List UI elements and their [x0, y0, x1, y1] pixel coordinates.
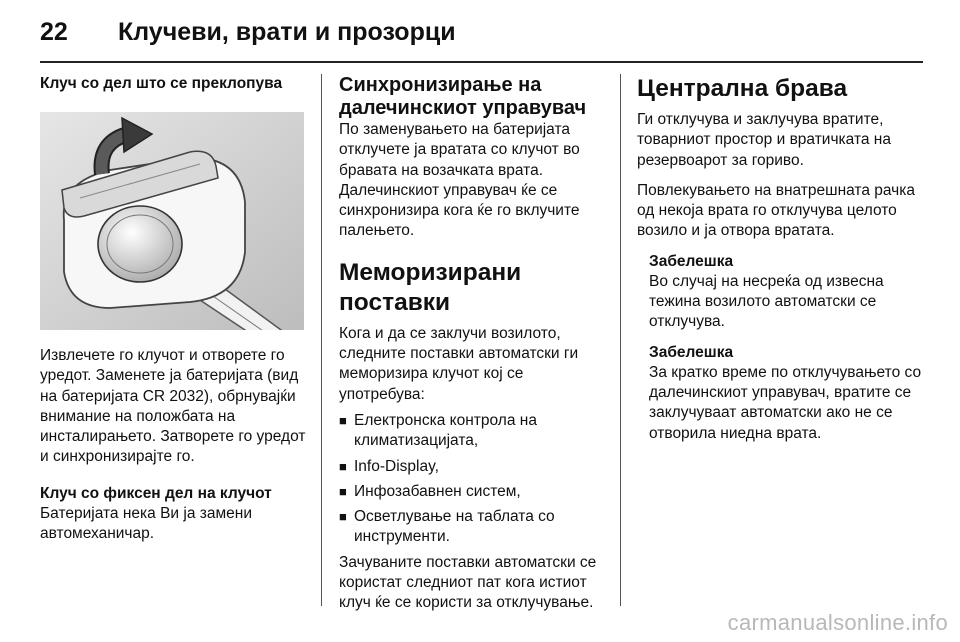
page-header-title: Клучеви, врати и прозорци — [118, 18, 456, 46]
central-lock-text-1: Ги отклучува и заклучува вратите, товарниот простор и вратичката на резервоарот за гориво. — [637, 111, 891, 169]
note-text: Во случај на несреќа од извесна тежина возилото автоматски се отклучува. — [649, 272, 884, 331]
note-1 — [637, 252, 927, 333]
remote-sync-text: По заменувањето на батеријата отклучете ја вратата со клучот во бравата на возачката врата. Далечинскиот управувач ќе се синхронизира кога ќе го вклучите палењето. — [339, 121, 580, 240]
column-3 — [637, 74, 927, 444]
central-lock-text-2: Повлекувањето на внатрешната рачка од некоја врата го отклучува целото возило и ја отвора вратата. — [637, 181, 915, 240]
column-divider-2 — [620, 74, 621, 606]
note-2 — [637, 343, 927, 444]
column-divider-1 — [321, 74, 322, 606]
memorized-settings-intro: Кога и да се заклучи возилото, следните поставки автоматски ги меморизира клучот кој се употребува: — [339, 324, 579, 403]
column-2 — [339, 74, 607, 614]
list-item: ■ Електронска контрола на климатизацијата, — [339, 411, 537, 450]
note-text: За кратко време по отклучувањето со далечинскиот управувач, вратите се заклучуваат автоматски ако не се отворила ниедна врата. — [649, 363, 922, 442]
memorized-settings-outro: Зачуваните поставки автоматски се користат следниот пат кога истиот клуч ќе се користи за отклучување. — [339, 553, 597, 612]
section-heading-central-lock: Централна брава — [637, 75, 848, 102]
list-item: ■ Осветлување на таблата со инструменти. — [339, 508, 555, 546]
note-title: Забелешка — [649, 252, 734, 270]
key-battery-illustration — [40, 112, 304, 330]
header-rule — [40, 61, 923, 63]
section-heading-fixed-key: Клуч со фиксен дел на клучот — [40, 484, 272, 502]
section-heading-memorized-settings: Меморизирани поставки — [339, 258, 522, 316]
memorized-settings-list — [339, 411, 607, 548]
list-item: ■ Info-Display, — [339, 457, 439, 475]
column-1 — [40, 74, 312, 544]
watermark: carmanualsonline.info — [727, 610, 948, 635]
section-heading-folding-key: Клуч со дел што се преклопува — [40, 75, 283, 92]
folding-key-instructions: Извлечете го клучот и отворете го уредот. Заменете ја батеријата (вид на батеријата CR 2032), обрнувајќи внимание на положбата на инсталирањето. Затворете го уредот и синхронизирајте го. — [40, 347, 306, 466]
list-item: ■ Инфозабавнен систем, — [339, 482, 521, 500]
section-heading-remote-sync: Синхронизирање на далечинскиот управувач — [339, 74, 587, 119]
note-title: Забелешка — [649, 343, 734, 361]
fixed-key-instructions: Батеријата нека Ви ја замени автомеханичар. — [40, 504, 252, 543]
page-number: 22 — [40, 18, 68, 46]
